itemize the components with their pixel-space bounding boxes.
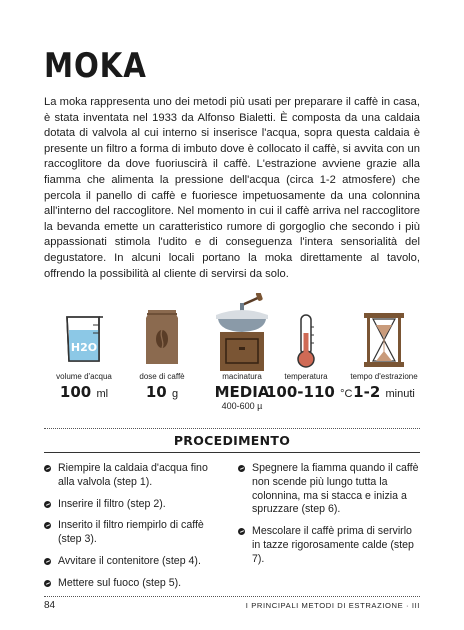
beaker-label: H2O [70, 341, 98, 354]
steps-right-column [238, 462, 423, 575]
brew-parameters [44, 305, 420, 415]
list-item: Avvitare il contenitore (step 4). [44, 555, 224, 569]
time-value: 1-2 minuti [353, 383, 415, 401]
temp-label: temperatura [284, 372, 328, 381]
list-item: Mescolare il caffè prima di servirlo in tazze rigorosamente calde (step 7). [238, 525, 423, 566]
list-item: Riempire la caldaia d'acqua fino alla valvola (step 1). [44, 462, 224, 490]
temp-value: 100-110 °C [266, 383, 353, 401]
coffee-bean-bullet-icon [238, 528, 245, 535]
dose-label: dose di caffè [139, 372, 185, 381]
coffee-bean-bullet-icon [238, 465, 245, 472]
page-number: 84 [44, 600, 56, 611]
list-item: Inserire il filtro (step 2). [44, 498, 224, 512]
steps-left-column [44, 462, 224, 599]
list-item: Inserito il filtro riempirlo di caffè (step 3). [44, 519, 224, 547]
intro-paragraph: La moka rappresenta uno dei metodi più usati per preparare il caffè in casa, è stata inventata nel 1933 da Alfonso Bialetti. È composta da una caldaia dotata di valvola al cui interno si inserisce l'acqua, sopra questa caldaia è presente un filtro a forma di imbuto dove è collocato il caffè, si avvita con un raccoglitore da dove fuoriuscirà il caffè. L'estrazione avviene grazie alla fiamma che alimenta la pressione dell'acqua (circa 1-2 atmosfere) che percola il panello di caffè e fuoriesce impetuosamente da una colonnina all'interno del raccoglitore. Nel momento in cui il caffè arriva nel raccoglitore la bevanda emette un caratteristico rumore di gorgoglio che secondo i più appassionati stimola l'udito e di conseguenza l'intera sensorialità del degustatore. In alcuni locali portano la moka direttamente al tavolo, offrendo la possibilità al cliente di servirsi da solo. [44, 96, 420, 280]
list-item: Mettere sul fuoco (step 5). [44, 577, 224, 591]
coffee-bag-icon [144, 308, 180, 366]
water-label: volume d'acqua [56, 372, 112, 381]
water-value: 100 ml [59, 383, 109, 401]
grind-range: 400-600 µ [221, 401, 263, 411]
grind-label: macinatura [222, 372, 262, 381]
procedure-rule [44, 452, 420, 453]
coffee-bean-bullet-icon [44, 580, 51, 587]
coffee-grinder-icon [210, 293, 274, 373]
coffee-bean-bullet-icon [44, 501, 51, 508]
page-title: MOKA [44, 46, 147, 86]
coffee-bean-bullet-icon [44, 522, 51, 529]
coffee-bean-bullet-icon [44, 465, 51, 472]
time-label: tempo d'estrazione [350, 372, 418, 381]
section-divider [44, 428, 420, 429]
list-item: Spegnere la fiamma quando il caffè non scende più lungo tutta la colonnina, ma si stacca e inizia a spruzzare (step 6). [238, 462, 423, 517]
running-head: I PRINCIPALI METODI DI ESTRAZIONE · III [245, 601, 420, 610]
footer-divider [44, 596, 420, 597]
beaker-h2o-icon [64, 313, 104, 365]
grind-value: MEDIA [214, 383, 270, 401]
thermometer-icon [294, 313, 318, 369]
dose-value: 10 g [145, 383, 179, 401]
hourglass-icon [362, 311, 406, 369]
procedure-title: PROCEDIMENTO [173, 433, 291, 448]
coffee-bean-bullet-icon [44, 558, 51, 565]
